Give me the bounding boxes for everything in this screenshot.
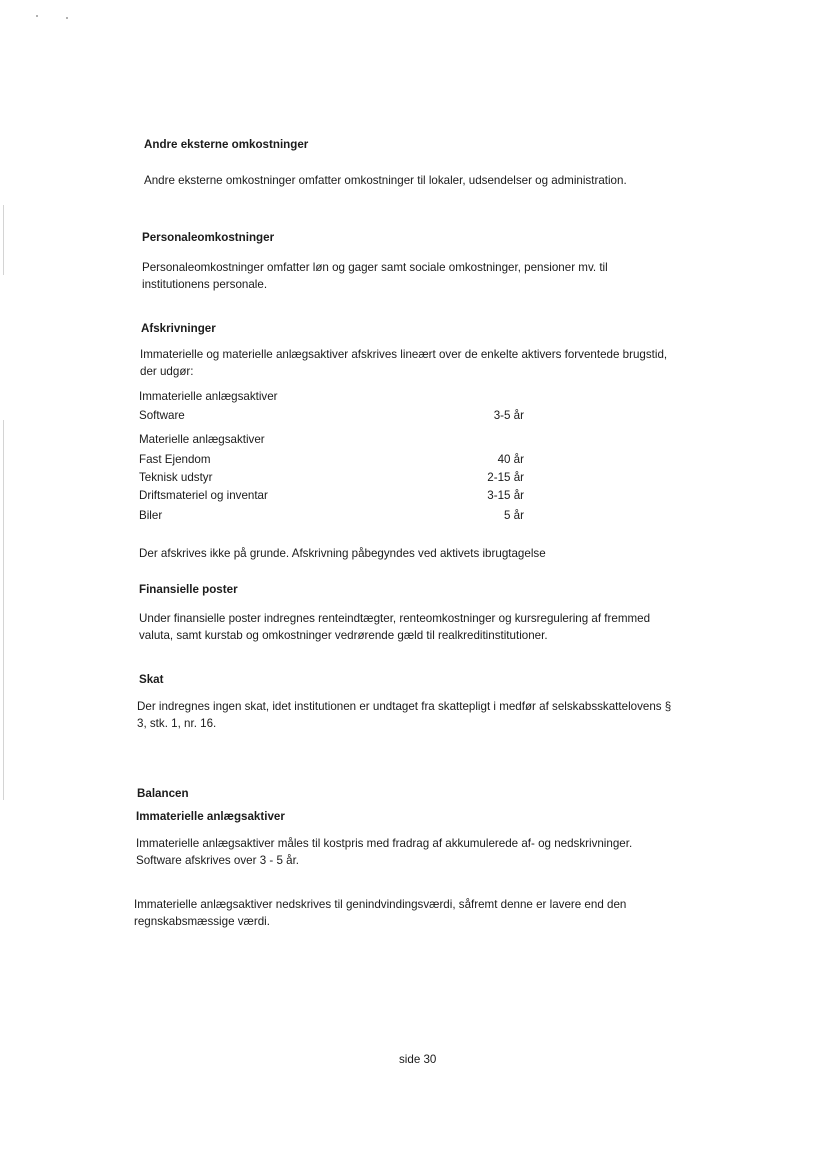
subheading-immaterielle-anlaegsaktiver: Immaterielle anlægsaktiver (136, 810, 285, 823)
page-number: side 30 (399, 1053, 437, 1066)
row-value: 2-15 år (487, 471, 524, 484)
depreciation-row (139, 409, 524, 427)
heading-andre-eksterne: Andre eksterne omkostninger (144, 138, 309, 151)
paragraph-balancen-line1: Immaterielle anlægsaktiver måles til kostpris med fradrag af akkumulerede af- og nedskrivninger. (136, 837, 633, 850)
paragraph-afskrivninger-line2: der udgør: (140, 365, 194, 378)
heading-personaleomkostninger: Personaleomkostninger (142, 231, 275, 244)
row-value: 3-15 år (487, 489, 524, 502)
scan-edge (3, 205, 4, 275)
heading-balancen: Balancen (137, 787, 189, 800)
paragraph-skat-line1: Der indregnes ingen skat, idet institutionen er undtaget fra skattepligt i medfør af selskabsskattelovens § (137, 700, 672, 713)
row-label: Teknisk udstyr (139, 471, 213, 484)
heading-finansielle-poster: Finansielle poster (139, 583, 238, 596)
heading-afskrivninger: Afskrivninger (141, 322, 216, 335)
depreciation-row (139, 471, 524, 489)
heading-skat: Skat (139, 673, 164, 686)
paragraph-balancen-line2: Software afskrives over 3 - 5 år. (136, 854, 300, 867)
scan-mark (66, 17, 68, 19)
paragraph-finansielle-line1: Under finansielle poster indregnes renteindtægter, renteomkostninger og kursregulering af fremmed (139, 612, 651, 625)
paragraph-personale-line1: Personaleomkostninger omfatter løn og gager samt sociale omkostninger, pensioner mv. til (142, 261, 608, 274)
group-label-immaterielle: Immaterielle anlægsaktiver (139, 390, 278, 403)
paragraph-skat-line2: 3, stk. 1, nr. 16. (137, 717, 217, 730)
paragraph-finansielle-line2: valuta, samt kurstab og omkostninger vedrørende gæld til realkreditinstitutioner. (139, 629, 548, 642)
depreciation-row (139, 489, 524, 507)
row-label: Software (139, 409, 185, 422)
paragraph-personale-line2: institutionens personale. (142, 278, 268, 291)
row-value: 5 år (504, 509, 524, 522)
row-label: Fast Ejendom (139, 453, 211, 466)
row-label: Driftsmateriel og inventar (139, 489, 268, 502)
depreciation-row (139, 509, 524, 527)
row-value: 40 år (497, 453, 524, 466)
paragraph-balancen-line4: regnskabsmæssige værdi. (134, 915, 270, 928)
scan-mark (36, 15, 38, 17)
row-label: Biler (139, 509, 163, 522)
depreciation-row (139, 453, 524, 471)
paragraph-afskrivninger-note: Der afskrives ikke på grunde. Afskrivning påbegyndes ved aktivets ibrugtagelse (139, 547, 546, 560)
row-value: 3-5 år (493, 409, 524, 422)
paragraph-andre-eksterne: Andre eksterne omkostninger omfatter omkostninger til lokaler, udsendelser og administration. (144, 174, 627, 187)
paragraph-balancen-line3: Immaterielle anlægsaktiver nedskrives til genindvindingsværdi, såfremt denne er lavere end den (134, 898, 627, 911)
paragraph-afskrivninger-line1: Immaterielle og materielle anlægsaktiver afskrives lineært over de enkelte aktivers forventede brugstid, (140, 348, 668, 361)
scan-edge (3, 420, 4, 800)
group-label-materielle: Materielle anlægsaktiver (139, 433, 265, 446)
